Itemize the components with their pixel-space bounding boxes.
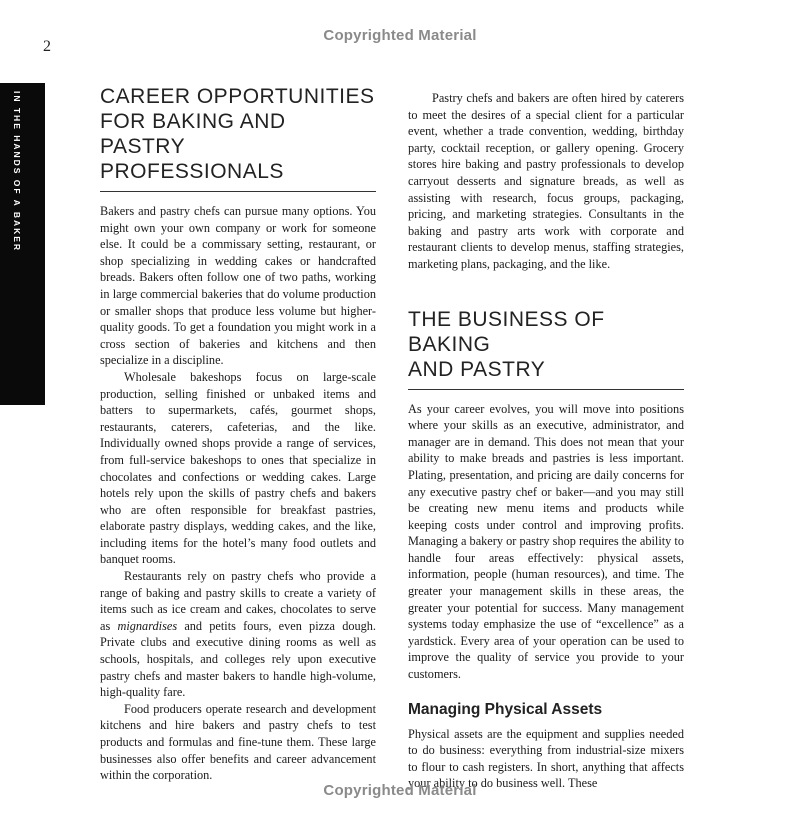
body-paragraph: Wholesale bakeshops focus on large-scale production, selling finished or unbaked items and batters to supermarkets, cafés, gourmet shops, restaurants, caterers, cafeterias, and the like. Individually owned shops provide a range of services, from full-service bakeshops to ones that specialize in chocolates and confections or wedding cakes. Large hotels rely upon the skills of pastry chefs and bakers who are often responsible for breakfast pastries, elaborate pastry displays, wedding cakes, and the like, including items for the hotel’s many food outlets and banquet rooms. bbox=[100, 369, 376, 567]
body-paragraph bbox=[100, 568, 376, 701]
heading-line: CAREER OPPORTUNITIES bbox=[100, 85, 375, 108]
paragraph-text: and petits fours, even pizza dough. Private clubs and executive dining rooms as well as schools, hospitals, and colleges rely upon executive pastry chefs and master bakers to handle high-volume, high-quality fare. bbox=[100, 618, 377, 700]
paragraph-text: Restaurants rely on pastry chefs who provide a range of baking and pastry skills to create a variety of items such as ice cream and cakes, chocolates to serve as bbox=[100, 569, 376, 633]
heading-line: AND PASTRY bbox=[408, 357, 546, 381]
body-paragraph: Pastry chefs and bakers are often hired by caterers to meet the desires of a special client for a particular event, whether a trade convention, wedding, birthday party, cocktail reception, or gallery opening. Grocery stores hire baking and pastry professionals to develop carryout desserts and signature breads, as well as assisting with research, focus groups, packaging, pricing, and marketing strategies. Consultants in the baking and pastry arts work with corporate and restaurant clients to develop menus, staffing strategies, marketing plans, packaging, and the like. bbox=[408, 91, 684, 271]
section-heading-career bbox=[100, 84, 376, 192]
page-number: 2 bbox=[43, 38, 51, 55]
heading-line: FOR BAKING AND PASTRY bbox=[100, 110, 286, 158]
right-column bbox=[408, 90, 684, 792]
heading-line: PROFESSIONALS bbox=[100, 160, 284, 183]
body-paragraph: Physical assets are the equipment and supplies needed to do business: everything from industrial-size mixers to flour to cash registers. In short, anything that affects your ability to do business well. These bbox=[408, 726, 684, 791]
heading-line: THE BUSINESS OF BAKING bbox=[408, 307, 605, 356]
watermark-top: Copyrighted Material bbox=[323, 27, 477, 44]
left-column bbox=[100, 84, 376, 784]
watermark-bottom: Copyrighted Material bbox=[323, 782, 477, 799]
chapter-side-tab-label: IN THE HANDS OF A BAKER bbox=[12, 91, 22, 253]
body-paragraph: Bakers and pastry chefs can pursue many options. You might own your own company or work for someone else. It could be a commissary setting, restaurant, or shop specializing in wedding cakes or handcrafted breads. Bakers often follow one of two paths, working in large commercial bakeries that do volume production or smaller shops that produce less volume but higher-quality goods. To get a foundation you might work in a cross section of bakeries and kitchens and then specialize in a discipline. bbox=[100, 204, 376, 368]
italic-term: mignardises bbox=[117, 618, 178, 633]
body-paragraph: Food producers operate research and development kitchens and hire bakers and pastry chefs to test products and formulas and fine-tune them. These large businesses also offer benefits and career advancement within the corporation. bbox=[100, 701, 376, 783]
section-heading-business bbox=[408, 307, 684, 390]
subheading-physical-assets: Managing Physical Assets bbox=[408, 700, 603, 718]
body-paragraph: As your career evolves, you will move into positions where your skills as an executive, administrator, and manager are in demand. This does not mean that your ability to make breads and pastries is less important. Plating, presentation, and pricing are daily concerns for any executive pastry chef or baker—and you may still be creating new menu items and products while keeping costs under control and improving profits. Managing a bakery or pastry shop requires the ability to handle four areas effectively: physical assets, information, people (human resources), and time. The greater your management skills in these areas, the greater your potential for success. Many management systems today emphasize the use of “excellence” as a yardstick. Every area of your operation can be used to improve the quality of service you provide to your customers. bbox=[408, 401, 684, 682]
chapter-side-tab bbox=[0, 83, 45, 405]
